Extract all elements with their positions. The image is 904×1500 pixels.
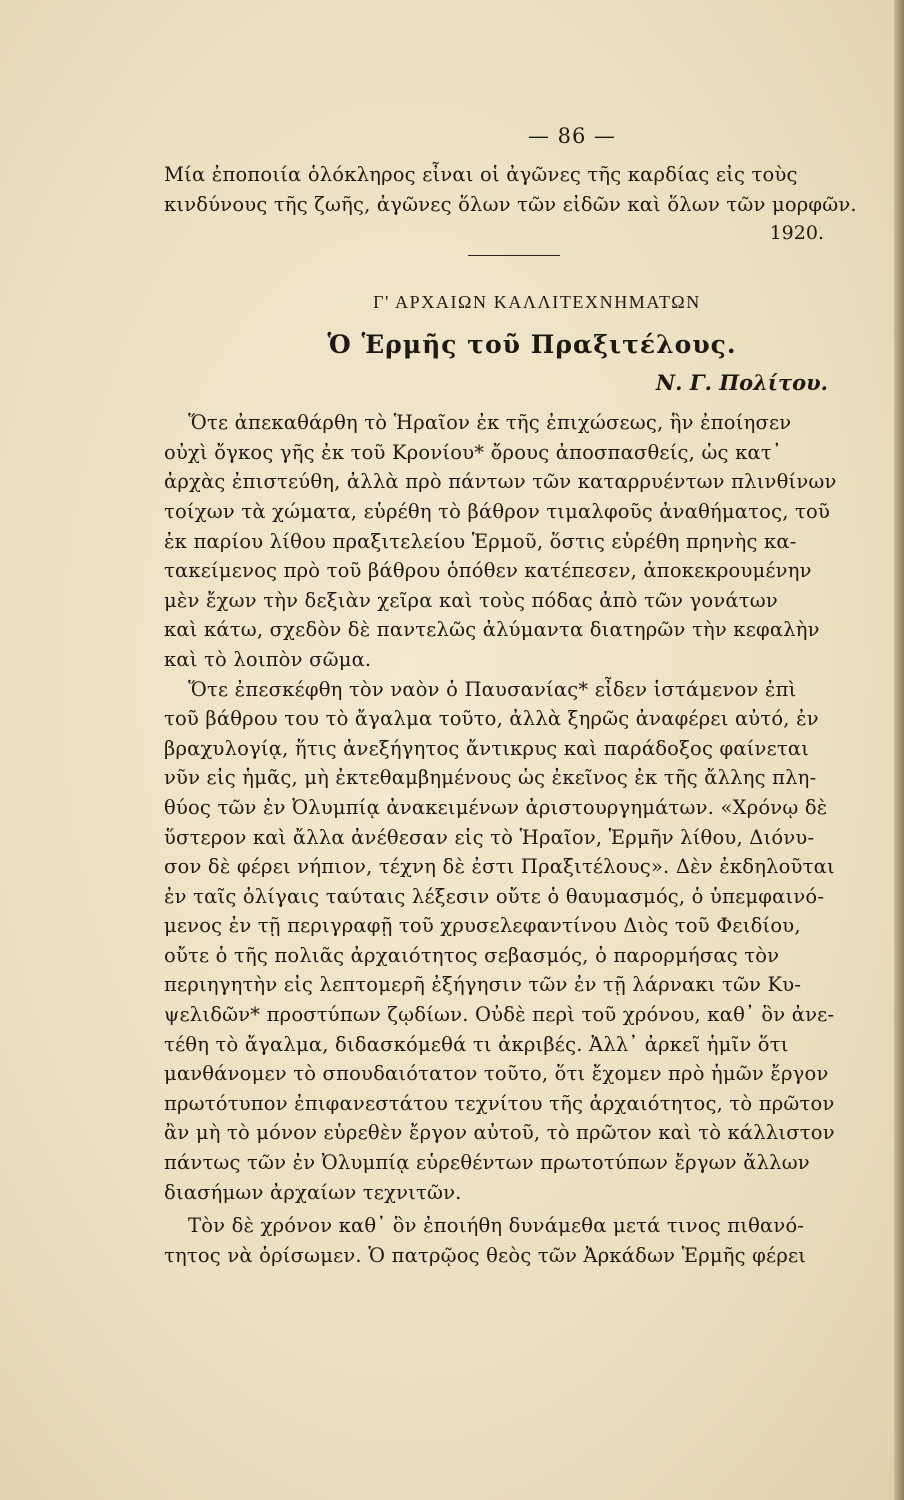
text-line: ἐκ παρίου λίθου πραξιτελείου Ἑρμοῦ, ὅστις εὑρέθη πρηνὴς κα- [164, 529, 797, 553]
text-line: τέθη τὸ ἄγαλμα, διδασκόμεθά τι ἀκριβές. Ἀλλ᾿ ἀρκεῖ ἡμῖν ὅτι [164, 1032, 789, 1056]
text-line: τακείμενος πρὸ τοῦ βάθρου ὁπόθεν κατέπεσεν, ἀποκεκρουμένην [164, 559, 812, 583]
epigraph-line: Μία ἐποποιία ὁλόκληρος εἶναι οἱ ἀγῶνες τῆς καρδίας εἰς τοὺς [164, 163, 798, 186]
text-line: ἐν ταῖς ὀλίγαις ταύταις λέξεσιν οὔτε ὁ θαυμασμός, ὁ ὑπεμφαινό- [164, 884, 825, 908]
paragraph [164, 675, 890, 1208]
text-line: πάντως τῶν ἐν Ὀλυμπίᾳ εὑρεθέντων πρωτοτύπων ἔργων ἄλλων [164, 1151, 810, 1175]
text-line: πρωτότυπον ἐπιφανεστάτου τεχνίτου τῆς ἀρχαιότητος, τὸ πρῶτον [164, 1091, 835, 1115]
text-line: μενος ἐν τῇ περιγραφῇ τοῦ χρυσελεφαντίνου Διὸς τοῦ Φειδίου, [164, 914, 801, 938]
text-line: Ὅτε ἀπεκαθάρθη τὸ Ἡραῖον ἐκ τῆς ἐπιχώσεως, ἣν ἐποίησεν [188, 411, 792, 435]
text-line: οὐχὶ ὄγκος γῆς ἐκ τοῦ Κρονίου* ὄρους ἀποσπασθείς, ὡς κατ᾿ [164, 440, 782, 464]
page-number: — 86 — [527, 124, 617, 148]
text-line: Τὸν δὲ χρόνον καθ᾿ ὃν ἐποιήθη δυνάμεθα μετά τινος πιθανό- [188, 1214, 805, 1238]
text-line: καὶ τὸ λοιπὸν σῶμα. [164, 647, 372, 671]
text-line: μανθάνομεν τὸ σπουδαιότατον τοῦτο, ὅτι ἔχομεν πρὸ ἡμῶν ἔργον [164, 1062, 829, 1086]
author-name: Ν. Γ. Πολίτου. [655, 370, 828, 396]
text-line: τοίχων τὰ χώματα, εὑρέθη τὸ βάθρον τιμαλφοῦς ἀναθήματος, τοῦ [164, 499, 831, 523]
text-line: σον δὲ φέρει νήπιον, τέχνη δὲ ἐστι Πραξιτέλους». Δὲν ἐκδηλοῦται [164, 855, 835, 879]
epigraph-date: 1920. [769, 222, 824, 245]
page-content [164, 124, 890, 1270]
text-line: ἂν μὴ τὸ μόνον εὑρεθὲν ἔργον αὐτοῦ, τὸ πρῶτον καὶ τὸ κάλλιστον [164, 1121, 835, 1145]
epigraph-line: κινδύνους τῆς ζωῆς, ἀγῶνες ὅλων τῶν εἰδῶν καὶ ὅλων τῶν μορφῶν. [164, 192, 857, 216]
paragraph [164, 408, 890, 674]
separator-rule [468, 255, 560, 256]
text-line: περιηγητὴν εἰς λεπτομερῆ ἐξήγησιν τῶν ἐν τῇ λάρνακι τῶν Κυ- [164, 973, 802, 997]
text-line: μὲν ἔχων τὴν δεξιὰν χεῖρα καὶ τοὺς πόδας ἀπὸ τῶν γονάτων [164, 588, 778, 612]
text-line: τητος νὰ ὁρίσωμεν. Ὁ πατρῷος θεὸς τῶν Ἀρκάδων Ἑρμῆς φέρει [164, 1243, 807, 1267]
text-line: βραχυλογίᾳ, ἥτις ἀνεξήγητος ἄντικρυς καὶ παράδοξος φαίνεται [164, 736, 810, 760]
article-body [164, 408, 890, 1270]
text-line: νῦν εἰς ἡμᾶς, μὴ ἐκτεθαμβημένους ὡς ἐκεῖνος ἐκ τῆς ἄλλης πλη- [164, 766, 817, 790]
epigraph [164, 160, 890, 247]
text-line: θύος τῶν ἐν Ὀλυμπίᾳ ἀνακειμένων ἀριστουργημάτων. «Χρόνῳ δὲ [164, 795, 828, 819]
text-line: τοῦ βάθρου του τὸ ἄγαλμα τοῦτο, ἀλλὰ ξηρῶς ἀναφέρει αὐτό, ἐν [164, 707, 819, 731]
article-title: Ὁ Ἑρμῆς τοῦ Πραξιτέλους. [327, 330, 737, 360]
text-line: καὶ κάτω, σχεδὸν δὲ παντελῶς ἀλύμαντα διατηρῶν τὴν κεφαλὴν [164, 618, 820, 642]
text-line: ψελιδῶν* προστύπων ζῳδίων. Οὐδὲ περὶ τοῦ χρόνου, καθ᾿ ὃν ἀνε- [164, 1003, 835, 1027]
text-line: Ὅτε ἐπεσκέφθη τὸν ναὸν ὁ Παυσανίας* εἶδεν ἱστάμενον ἐπὶ [188, 677, 797, 701]
section-heading: Γ' ΑΡΧΑΙΩΝ ΚΑΛΛΙΤΕΧΝΗΜΑΤΩΝ [373, 292, 701, 313]
text-line: ὕστερον καὶ ἄλλα ἀνέθεσαν εἰς τὸ Ἡραῖον, Ἑρμῆν λίθου, Διόνυ- [164, 825, 815, 849]
text-line: ἀρχὰς ἐπιστεύθη, ἀλλὰ πρὸ πάντων τῶν καταρρυέντων πλινθίνων [164, 470, 837, 494]
text-line: διασήμων ἀρχαίων τεχνιτῶν. [164, 1180, 462, 1204]
paragraph [164, 1211, 890, 1270]
text-line: οὔτε ὁ τῆς πολιᾶς ἀρχαιότητος σεβασμός, ὁ παρορμήσας τὸν [164, 943, 780, 967]
page-edge [894, 0, 904, 1500]
